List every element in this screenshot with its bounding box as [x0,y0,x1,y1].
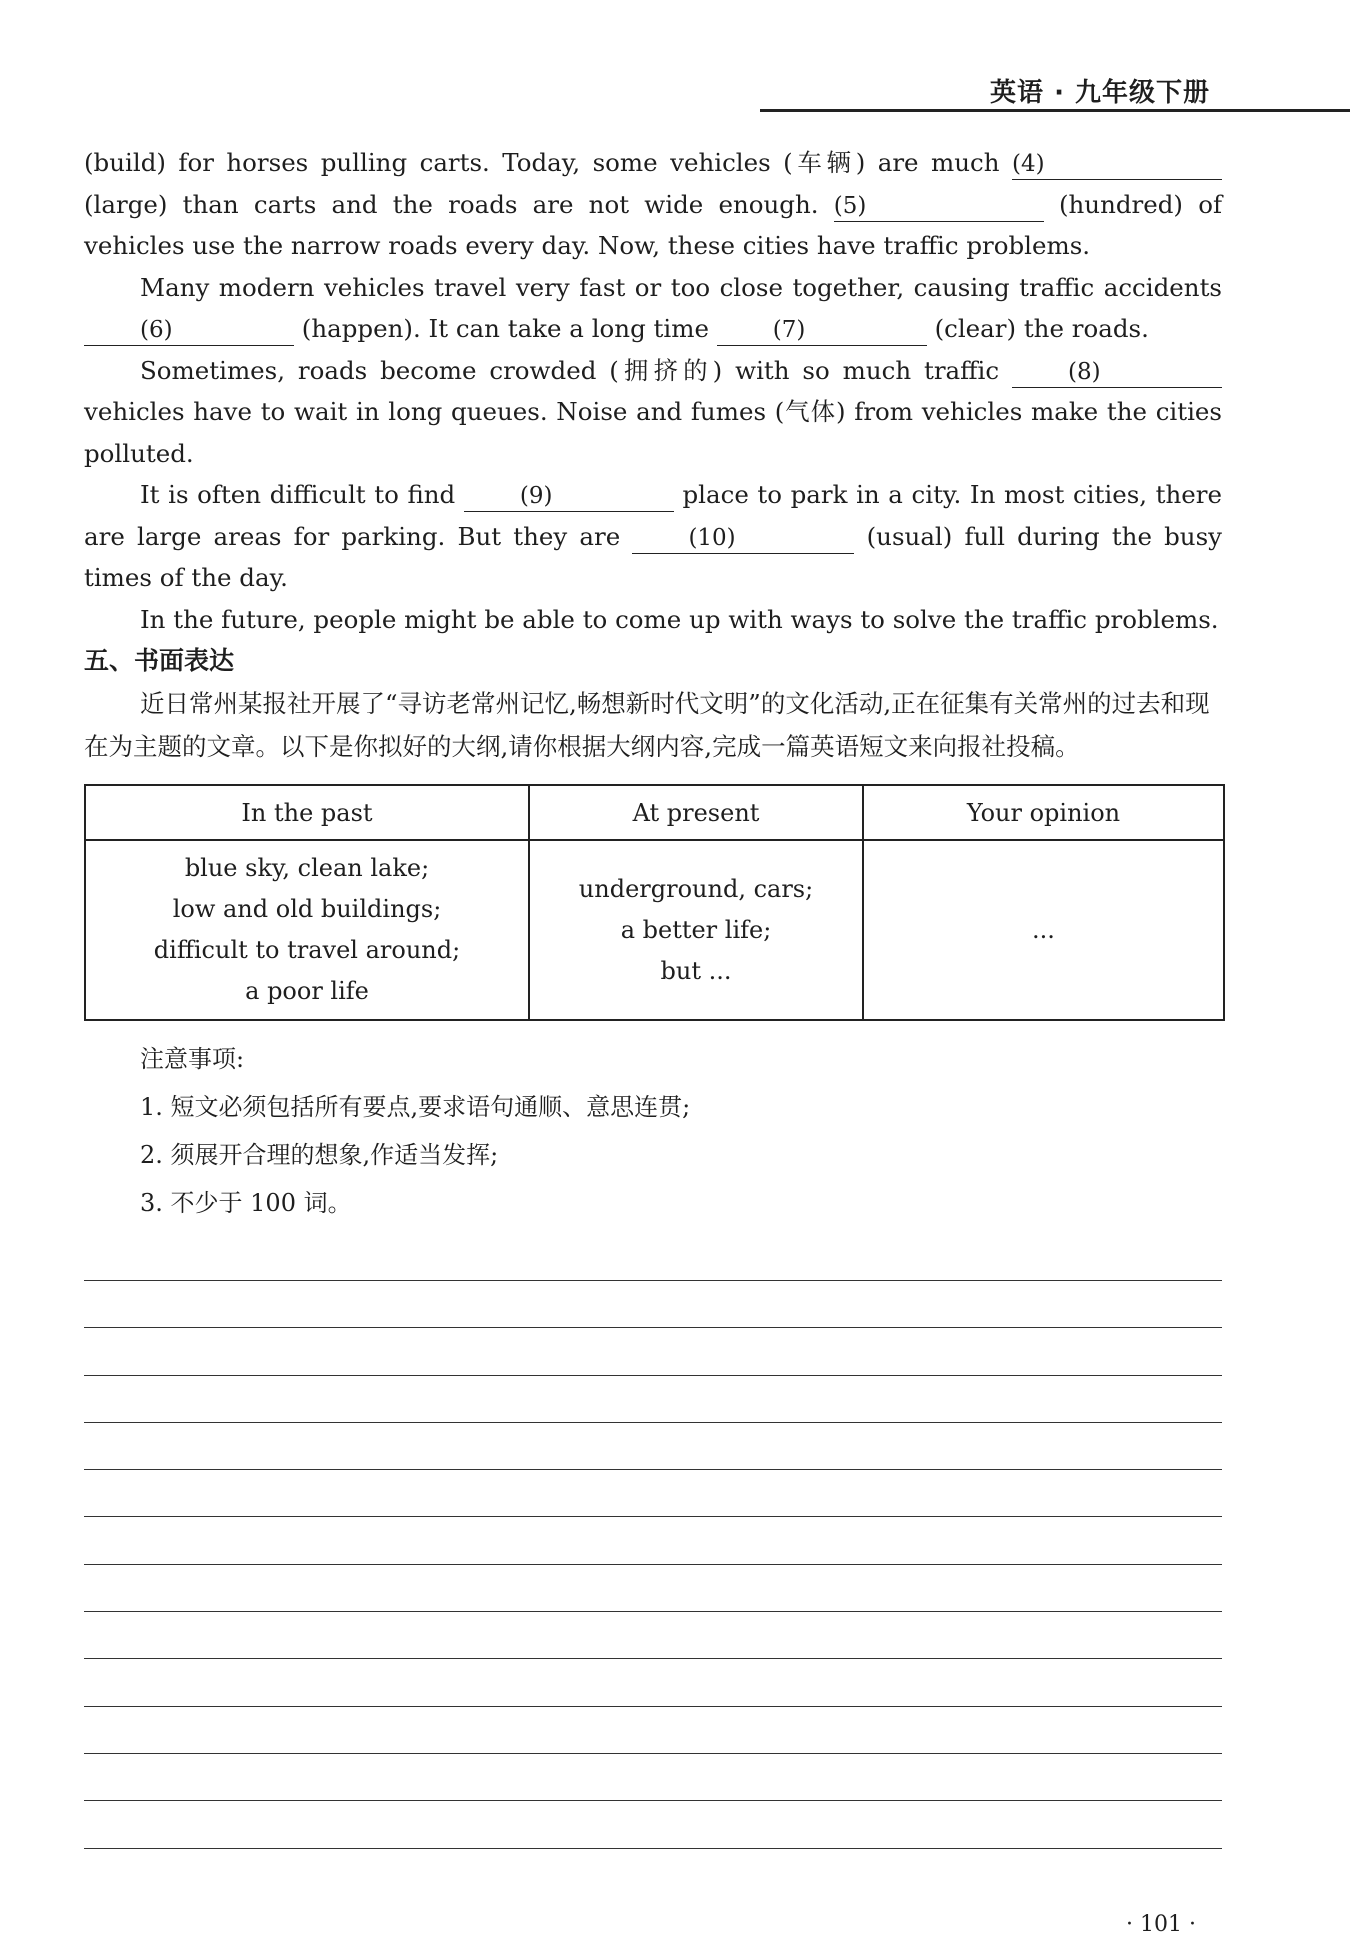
table-header-present: At present [529,785,863,840]
writing-line[interactable] [84,1375,1222,1376]
blank-4[interactable]: (4) [1012,149,1222,180]
notes-title: 注意事项: [140,1045,245,1073]
page-header-title: 英语 · 九年级下册 [990,78,1210,108]
table-header-row [85,785,1224,840]
passage-paragraph-2 [84,267,1222,350]
blank-8[interactable]: (8) [1012,357,1222,388]
blank-5[interactable]: (5) [834,191,1044,222]
blank-9[interactable]: (9) [464,481,674,512]
passage-text: Many modern vehicles travel very fast or too close together, causing traffic accidents [140,272,1222,302]
table-cell-present [529,840,863,1020]
passage-paragraph-5: In the future, people might be able to come up with ways to solve the traffic problems. [140,604,1219,634]
present-point: underground, cars; [578,874,814,903]
passage-text: (build) for horses pulling carts. Today, some vehicles (车辆) are much [84,148,1000,177]
table-row [85,840,1224,1020]
passage-text: place to park in a city. In most cities, there are large areas for parking. But they are [84,480,1222,551]
passage-text: (hundred) of vehicles use the narrow roads every day. Now, these cities have traffic problems. [84,189,1223,260]
passage-text: It is often difficult to find [140,480,456,509]
opinion-point: ... [1032,915,1055,944]
blank-10[interactable]: (10) [632,523,854,554]
header-rule [760,109,1350,112]
blank-6[interactable]: (6) [84,315,294,346]
writing-line[interactable] [84,1706,1222,1707]
passage-text: Sometimes, roads become crowded (拥挤的) with so much traffic [140,355,1000,385]
note-item: 2. 须展开合理的想象,作适当发挥; [140,1141,499,1169]
writing-line[interactable] [84,1611,1222,1612]
writing-line[interactable] [84,1327,1222,1328]
passage-text: (clear) the roads. [934,314,1149,343]
present-point: a better life; [620,915,772,944]
section-title: 五、书面表达 [84,646,235,675]
writing-line[interactable] [84,1516,1222,1517]
past-point: blue sky, clean lake; [184,854,430,882]
passage-paragraph-1 [84,142,1222,267]
page-content [84,142,1222,1227]
writing-line[interactable] [84,1848,1222,1849]
past-point: a poor life [245,977,369,1005]
writing-line[interactable] [84,1658,1222,1659]
past-point: low and old buildings; [172,895,442,923]
table-header-opinion: Your opinion [863,785,1224,840]
writing-line[interactable] [84,1422,1222,1423]
notes-list [84,1035,1222,1227]
page-number: · 101 · [1126,1912,1196,1937]
table-cell-opinion [863,840,1224,1020]
passage-text: (large) than carts and the roads are not wide enough. [84,189,819,219]
writing-line[interactable] [84,1280,1222,1281]
writing-line[interactable] [84,1469,1222,1470]
past-point: difficult to travel around; [153,936,461,964]
note-item: 1. 短文必须包括所有要点,要求语句通顺、意思连贯; [140,1093,691,1121]
passage-text: (happen). It can take a long time [301,314,709,343]
writing-line[interactable] [84,1564,1222,1565]
writing-lines [84,1280,1222,1895]
present-point: but ... [660,956,732,985]
passage-paragraph-4 [84,474,1222,599]
note-item: 3. 不少于 100 词。 [140,1189,352,1217]
passage-paragraph-3 [84,350,1222,475]
table-cell-past [85,840,529,1020]
writing-line[interactable] [84,1800,1222,1801]
writing-line[interactable] [84,1753,1222,1754]
table-header-past: In the past [85,785,529,840]
passage-text: (usual) full during the busy times of the day. [84,521,1223,592]
passage-text: vehicles have to wait in long queues. Noise and fumes (气体) from vehicles make the cities polluted. [84,397,1222,468]
writing-task-intro: 近日常州某报社开展了“寻访老常州记忆,畅想新时代文明”的文化活动,正在征集有关常州的过去和现在为主题的文章。以下是你拟好的大纲,请你根据大纲内容,完成一篇英语短文来向报社投稿。 [84,689,1210,761]
outline-table [84,784,1225,1021]
blank-7[interactable]: (7) [717,315,927,346]
